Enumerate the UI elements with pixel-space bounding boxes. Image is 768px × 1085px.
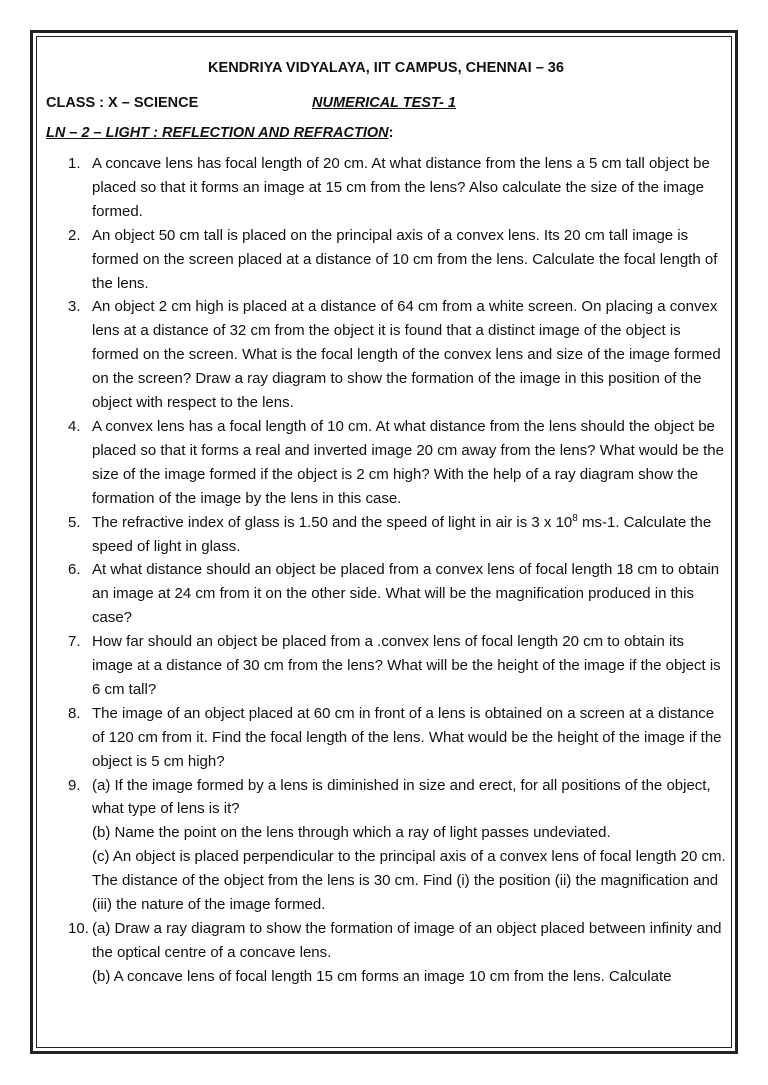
school-name: KENDRIYA VIDYALAYA, IIT CAMPUS, CHENNAI – 36: [208, 60, 564, 76]
question-item: [46, 917, 726, 989]
question-subpart: (a) If the image formed by a lens is diminished in size and erect, for all positions of the object, what type of lens is it?: [92, 776, 711, 818]
question-item: [46, 415, 726, 511]
question-number: 7.: [68, 633, 81, 651]
question-item: [46, 295, 726, 415]
question-list: [46, 152, 726, 989]
class-line: [46, 88, 726, 118]
lesson-colon: :: [388, 125, 394, 141]
question-item: [46, 558, 726, 630]
question-subpart: (b) A concave lens of focal length 15 cm forms an image 10 cm from the lens. Calculate: [92, 967, 672, 985]
lesson-title-text: LN – 2 – LIGHT : REFLECTION AND REFRACTION: [46, 125, 389, 141]
question-item: [46, 630, 726, 702]
question-number: 10.: [68, 920, 89, 937]
question-text: An object 50 cm tall is placed on the principal axis of a convex lens. Its 20 cm tall image is formed on the screen placed at a distance of 10 cm from the lens. Calculate the focal length of the lens.: [92, 226, 718, 292]
question-subpart: (a) Draw a ray diagram to show the formation of image of an object placed between infinity and the optical centre of a concave lens.: [92, 920, 722, 961]
question-item: [46, 702, 726, 774]
question-text-part-b: ms-1. Calculate the speed of light in glass.: [92, 513, 712, 555]
question-number: 4.: [68, 417, 81, 435]
question-subpart: (c) An object is placed perpendicular to the principal axis of a convex lens of focal length 20 cm. The distance of the object from the lens is 30 cm. Find (i) the position (ii) the magnification and (iii) the nature of the image formed.: [92, 848, 726, 914]
question-item: [46, 774, 726, 917]
question-subpart: (b) Name the point on the lens through which a ray of light passes undeviated.: [92, 824, 611, 842]
question-text: A concave lens has focal length of 20 cm. At what distance from the lens a 5 cm tall object be placed so that it forms an image at 15 cm from the lens? Also calculate the size of the image formed.: [92, 155, 710, 220]
question-text: The image of an object placed at 60 cm in front of a lens is obtained on a screen at a distance of 120 cm from it. Find the focal length of the lens. What would be the height of the image if the object is 5 cm high?: [92, 704, 722, 770]
worksheet: [46, 56, 726, 989]
question-number: 5.: [68, 513, 81, 531]
question-item: [46, 224, 726, 296]
question-number: 9.: [68, 776, 81, 794]
exponent: 8: [572, 512, 578, 524]
class-label: CLASS : X – SCIENCE: [46, 95, 199, 111]
question-text: A convex lens has a focal length of 10 cm. At what distance from the lens should the object be placed so that it forms a real and inverted image 20 cm away from the lens? What would be the size of the image formed if the object is 2 cm high? With the help of a ray diagram show the formation of the image by the lens in this case.: [92, 417, 724, 507]
question-number: 2.: [68, 226, 81, 244]
question-item: [46, 511, 726, 559]
test-title: NUMERICAL TEST- 1: [312, 95, 456, 111]
question-text-part-a: The refractive index of glass is 1.50 and the speed of light in air is 3 x 10: [92, 513, 573, 531]
question-item: [46, 152, 726, 224]
question-number: 8.: [68, 704, 81, 722]
question-number: 6.: [68, 561, 81, 579]
lesson-title: [46, 118, 726, 148]
question-number: 1.: [68, 155, 81, 172]
question-text: At what distance should an object be placed from a convex lens of focal length 18 cm to obtain an image at 24 cm from it on the other side. What will be the magnification produced in this case?: [92, 561, 720, 627]
question-number: 3.: [68, 298, 81, 316]
question-text: How far should an object be placed from a .convex lens of focal length 20 cm to obtain its image at a distance of 30 cm from the lens? What will be the height of the image if the object is 6 cm tall?: [92, 633, 721, 698]
question-text: An object 2 cm high is placed at a distance of 64 cm from a white screen. On placing a convex lens at a distance of 32 cm from the object it is found that a distinct image of the object is formed on the screen. What is the focal length of the convex lens and size of the image formed on the screen? Draw a ray diagram to show the formation of the image in this position of the object with respect to the lens.: [92, 298, 721, 412]
